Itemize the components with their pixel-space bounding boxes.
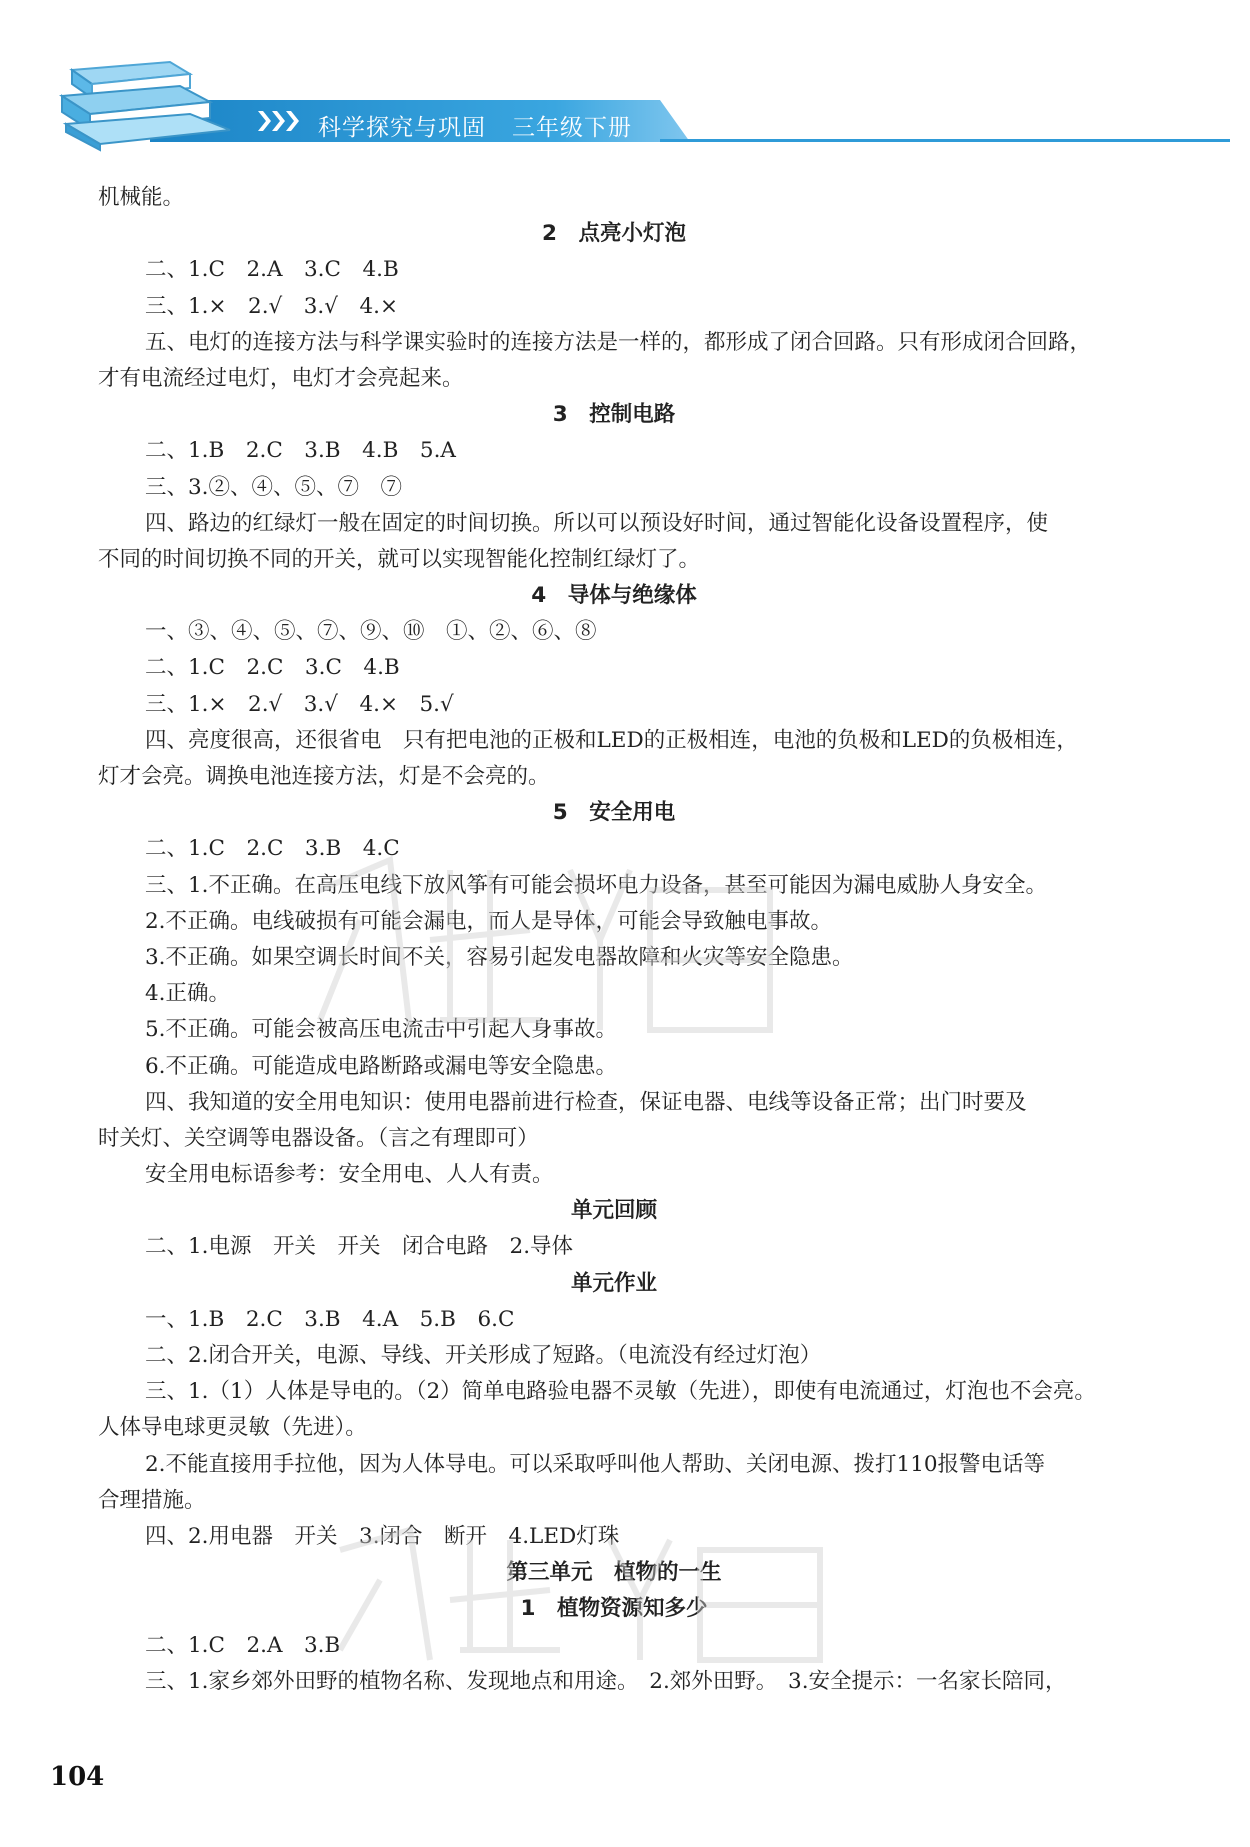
answer-line: 安全用电标语参考：安全用电、人人有责。 — [145, 1162, 554, 1188]
answer-line: 6.不正确。可能造成电路断路或漏电等安全隐患。 — [145, 1053, 618, 1079]
answer-line: 4.正确。 — [145, 981, 231, 1007]
header-rule — [660, 139, 1230, 142]
answer-line: 2.不能直接用手拉他，因为人体导电。可以采取呼叫他人帮助、关闭电源、拨打110报警电话等 — [145, 1451, 1046, 1477]
answer-line: 四、我知道的安全用电知识：使用电器前进行检查，保证电器、电线等设备正常；出门时要及 — [145, 1089, 1027, 1115]
answer-line: 机械能。 — [98, 185, 185, 210]
section-heading: 5 安全用电 — [552, 800, 676, 826]
answer-line: 不同的时间切换不同的开关，就可以实现智能化控制红绿灯了。 — [98, 546, 701, 572]
section-heading: 1 植物资源知多少 — [520, 1596, 708, 1622]
answer-line: 时关灯、关空调等电器设备。（言之有理即可） — [98, 1125, 539, 1151]
answer-line: 三、1.家乡郊外田野的植物名称、发现地点和用途。 2.郊外田野。 3.安全提示：一名家长陪同， — [145, 1668, 1067, 1694]
page-number: 104 — [50, 1762, 105, 1792]
answer-line: 二、1.C 2.C 3.B 4.C — [145, 836, 400, 862]
answer-line: 一、③、④、⑤、⑦、⑨、⑩ ①、②、⑥、⑧ — [145, 619, 597, 645]
answer-line: 三、1.（1）人体是导电的。（2）简单电路验电器不灵敏（先进），即使有电流通过，灯泡也不会亮。 — [145, 1379, 1096, 1405]
section-heading: 第三单元 植物的一生 — [506, 1560, 722, 1586]
answer-line: 合理措施。 — [98, 1487, 206, 1513]
page-header — [0, 0, 1250, 160]
answer-line: 三、1.× 2.√ 3.√ 4.× 5.√ — [145, 691, 454, 717]
answer-line: 5.不正确。可能会被高压电流击中引起人身事故。 — [145, 1017, 618, 1043]
section-heading: 2 点亮小灯泡 — [542, 221, 686, 247]
answer-line: 3.不正确。如果空调长时间不关，容易引起发电器故障和火灾等安全隐患。 — [145, 944, 854, 970]
answer-line: 三、1.× 2.√ 3.√ 4.× — [145, 293, 398, 319]
section-heading: 单元作业 — [570, 1270, 657, 1296]
grade-label: 三年级下册 — [512, 115, 632, 141]
book-title: 科学探究与巩固 — [318, 115, 486, 141]
answer-line: 二、1.B 2.C 3.B 4.B 5.A — [145, 438, 456, 464]
answer-line: 五、电灯的连接方法与科学课实验时的连接方法是一样的，都形成了闭合回路。只有形成闭合回路， — [145, 329, 1092, 355]
answer-line: 2.不正确。电线破损有可能会漏电，而人是导体，可能会导致触电事故。 — [145, 908, 833, 934]
answer-content — [98, 180, 1130, 1700]
section-heading: 单元回顾 — [570, 1198, 657, 1224]
answer-line: 四、路边的红绿灯一般在固定的时间切换。所以可以预设好时间，通过智能化设备设置程序，使 — [145, 510, 1049, 536]
answer-line: 二、1.C 2.A 3.C 4.B — [145, 257, 399, 283]
answer-line: 三、3.②、④、⑤、⑦ ⑦ — [145, 474, 403, 500]
section-heading: 3 控制电路 — [552, 402, 676, 428]
answer-line: 二、1.电源 开关 开关 闭合电路 2.导体 — [145, 1234, 574, 1260]
answer-line: 才有电流经过电灯，电灯才会亮起来。 — [98, 365, 464, 391]
answer-line: 一、1.B 2.C 3.B 4.A 5.B 6.C — [145, 1306, 515, 1332]
answer-line: 二、1.C 2.A 3.B — [145, 1632, 341, 1658]
header-title — [318, 109, 632, 142]
answer-line: 二、1.C 2.C 3.C 4.B — [145, 655, 400, 681]
answer-line: 四、亮度很高，还很省电 只有把电池的正极和LED的正极相连，电池的负极和LED的负极相连， — [145, 727, 1078, 753]
section-heading: 4 导体与绝缘体 — [531, 583, 697, 609]
answer-line: 灯才会亮。调换电池连接方法，灯是不会亮的。 — [98, 764, 550, 789]
answer-line: 二、2.闭合开关，电源、导线、开关形成了短路。（电流没有经过灯泡） — [145, 1343, 822, 1368]
answer-line: 三、1.不正确。在高压电线下放风筝有可能会损坏电力设备，甚至可能因为漏电威胁人身安全。 — [145, 872, 1048, 898]
answer-line: 人体导电球更灵敏（先进）。 — [98, 1415, 367, 1441]
answer-line: 四、2.用电器 开关 3.闭合 断开 4.LED灯珠 — [145, 1523, 620, 1549]
